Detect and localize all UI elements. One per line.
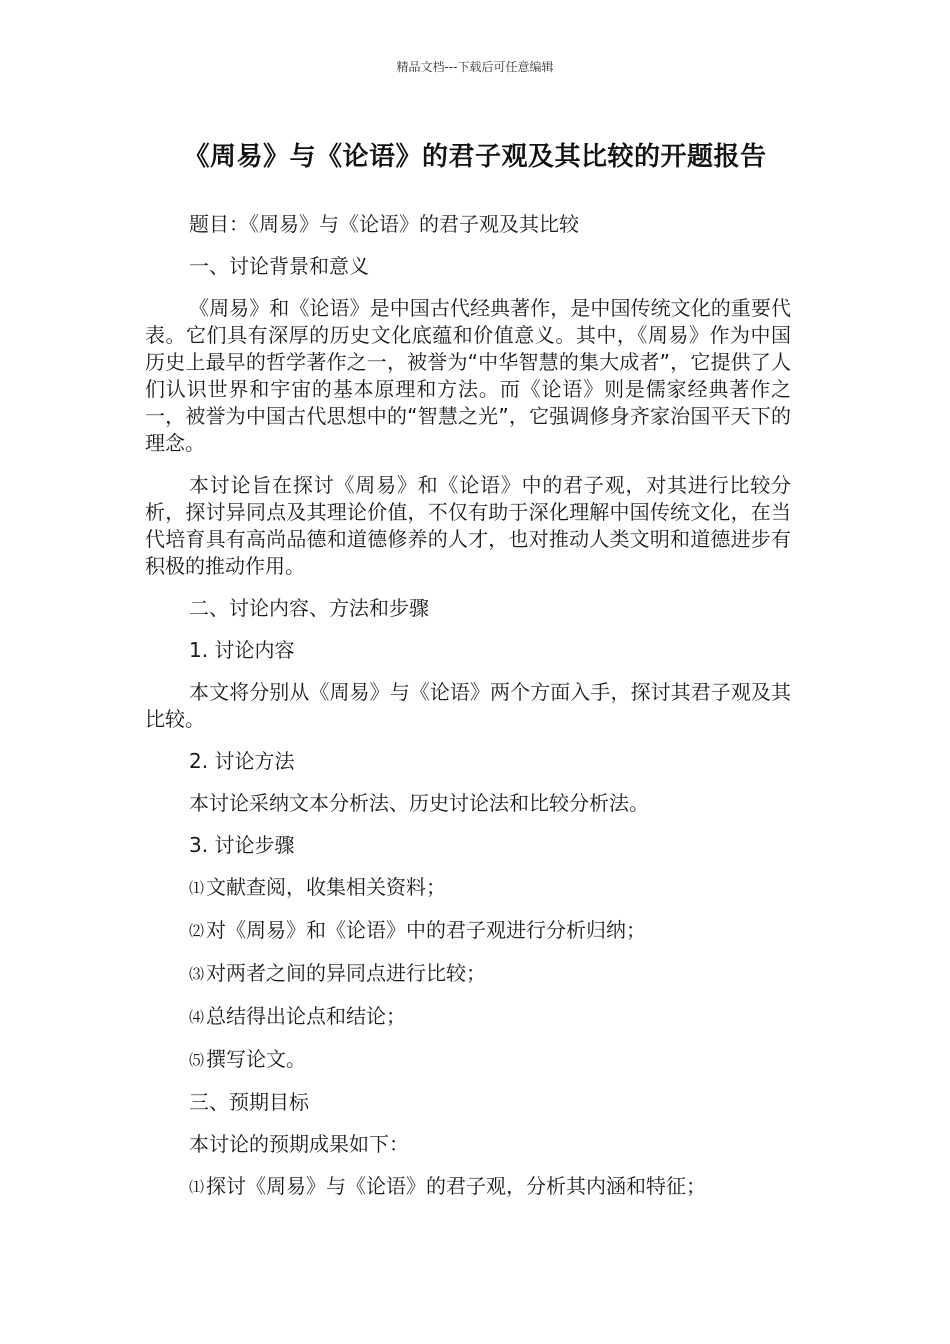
goal-text: 探讨《周易》与《论语》的君子观，分析其内涵和特征； [206, 1174, 707, 1198]
step-text: 撰写论文。 [206, 1047, 307, 1071]
subheading-content: 1. 讨论内容 [189, 638, 295, 662]
background-paragraph-1: 《周易》和《论语》是中国古代经典著作，是中国传统文化的重要代表。它们具有深厚的历史文化底蕴和价值意义。其中，《周易》作为中国历史上最早的哲学著作之一，被誉为“中华智慧的集大成者”，它提供了人们认识世界和宇宙的基本原理和方法。而《论语》则是儒家经典著作之一，被誉为中国古代思想中的“智慧之光”，它强调修身齐家治国平天下的理念。 [145, 296, 791, 455]
step-number: ⑸ [189, 1051, 205, 1069]
goal-number: ⑴ [189, 1178, 205, 1196]
content-paragraph: 本文将分别从《周易》与《论语》两个方面入手，探讨其君子观及其比较。 [145, 680, 791, 731]
method-paragraph: 本讨论采纳文本分析法、历史讨论法和比较分析法。 [189, 791, 649, 815]
section-heading-background: 一、讨论背景和意义 [189, 254, 369, 278]
step-text: 对两者之间的异同点进行比较； [206, 961, 487, 985]
topic-line: 题目：《周易》与《论语》的君子观及其比较 [189, 212, 579, 236]
subheading-method: 2. 讨论方法 [189, 749, 295, 773]
page-header: 精品文档---下载后可任意编辑 [396, 60, 554, 74]
step-number: ⑶ [189, 965, 205, 983]
background-paragraph-2: 本讨论旨在探讨《周易》和《论语》中的君子观，对其进行比较分析，探讨异同点及其理论价值，不仅有助于深化理解中国传统文化，在当代培育具有高尚品德和道德修养的人才，也对推动人类文明和道德进步有积极的推动作用。 [145, 473, 791, 578]
step-text: 文献查阅，收集相关资料； [206, 875, 447, 899]
step-number: ⑴ [189, 879, 205, 897]
document-body [145, 211, 791, 1216]
step-number: ⑷ [189, 1008, 205, 1026]
step-item [145, 1046, 791, 1074]
step-text: 对《周易》和《论语》中的君子观进行分析归纳； [206, 918, 647, 942]
goals-intro: 本讨论的预期成果如下： [189, 1132, 409, 1156]
section-heading-content-method: 二、讨论内容、方法和步骤 [189, 596, 429, 620]
step-item [145, 917, 791, 945]
step-number: ⑵ [189, 922, 205, 940]
step-item [145, 960, 791, 988]
step-text: 总结得出论点和结论； [206, 1004, 407, 1028]
document-title: 《周易》与《论语》的君子观及其比较的开题报告 [183, 142, 767, 172]
step-item [145, 874, 791, 902]
subheading-steps: 3. 讨论步骤 [189, 833, 295, 857]
step-item [145, 1003, 791, 1031]
section-heading-goals: 三、预期目标 [189, 1090, 309, 1114]
goal-item [145, 1173, 791, 1201]
